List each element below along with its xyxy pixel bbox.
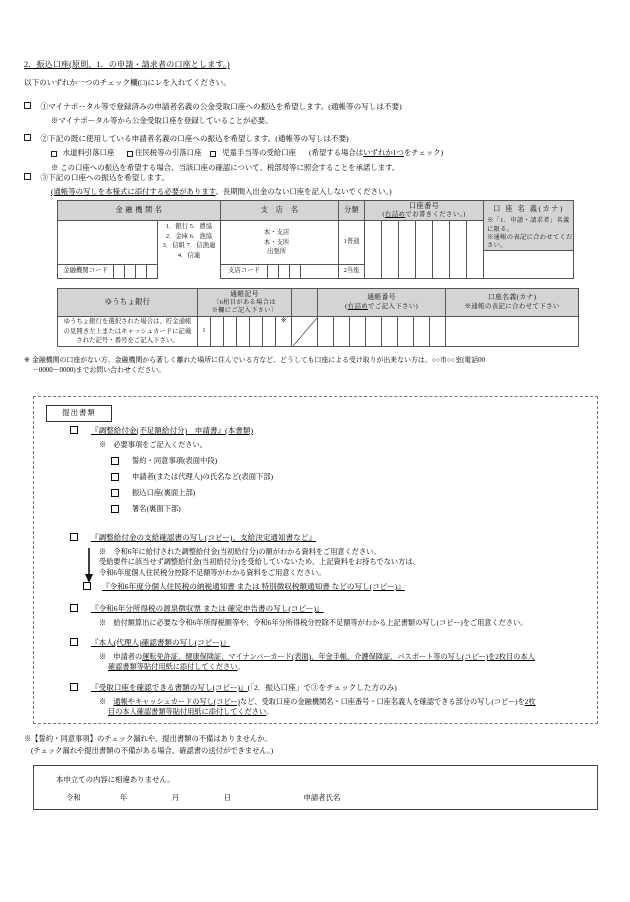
bank-account-table	[57, 200, 574, 279]
declaration-box	[33, 765, 598, 810]
yucho-symbol-cell-1[interactable]	[211, 317, 224, 347]
doc-application-subitem-4	[111, 504, 273, 515]
pledge-consent-checkbox[interactable]	[111, 457, 119, 465]
yucho-header-holder-line2: ※通帳の表記に合わせて下さい	[464, 303, 560, 311]
bank-header-account-number-line1: 口座番号	[408, 202, 440, 210]
bank-header-holder	[484, 201, 574, 251]
bank-header-account-number-line2: (右詰めでお書きください。)	[382, 211, 466, 219]
yucho-header-symbol-line1: 通帳記号	[230, 290, 259, 298]
option-2-note: ※ この口座への振込を希望する場合、当該口座の確認について、税部局等に照会することを承諾します。	[51, 162, 400, 172]
doc-account-verification-block	[70, 682, 536, 718]
pledge-consent-label: 誓約・同意事項(表面中段)	[132, 455, 218, 465]
bank-footnote-line2: －0000－0000)までお問い合わせください。	[32, 367, 166, 375]
yucho-instruction: ゆうちょ銀行を選択された場合は、貯金通帳の見開き左上またはキャッシュカードに記載された記号・番号をご記入下さい。	[58, 317, 198, 347]
option-3-label: ③下記の口座への振込を希望します。	[40, 173, 169, 182]
doc-identity-title: 『本人(代理人)確認書類の写し(コピー)』	[91, 638, 230, 647]
signature-label: 署名(裏面下部)	[132, 504, 181, 514]
bank-footnote-line1: 金融機関の口座がない方、金融機関から著しく離れた場所に住んでいる方など、どうしても口座による受け取りが出来ない方は、○○市○○室(電話00	[32, 357, 486, 364]
account-digit-2[interactable]	[382, 221, 399, 251]
institution-code-cell-2[interactable]	[125, 264, 136, 278]
yucho-symbol-cell-5[interactable]	[263, 317, 276, 347]
doc-application-checkbox[interactable]	[70, 426, 78, 434]
yucho-header-blank	[292, 289, 318, 317]
diagonal-slash-icon	[292, 317, 318, 347]
doc-identity-block	[70, 637, 535, 673]
child-allowance-account-checkbox[interactable]	[210, 151, 216, 157]
option-2-tail-underline: いずれか1つ	[363, 148, 404, 157]
transfer-account-checkbox[interactable]	[111, 489, 119, 497]
bank-spacer-f	[114, 250, 125, 264]
account-digit-7c[interactable]	[467, 264, 484, 278]
bottom-note-line2: (チェック漏れや提出書類の不備がある場合、確認書の送付ができません。)	[31, 746, 274, 755]
doc-payment-confirmation-note-3: 令和6年度個人住民税分控除不足額等がわかる資料をご用意ください。	[99, 568, 326, 577]
bank-holder-name-input[interactable]	[484, 250, 574, 264]
bank-institution-name-input[interactable]	[58, 221, 114, 251]
account-digit-3b[interactable]	[399, 250, 416, 264]
water-bill-account-checkbox[interactable]	[51, 151, 57, 157]
declaration-day[interactable]: 日	[223, 793, 231, 802]
declaration-name-label: 申請者氏名	[303, 793, 341, 802]
section-heading: 2．振込口座(原則、1．の申請・請求者の口座とします。)	[24, 60, 230, 69]
declaration-statement: 本申立ての内容に相違ありません。	[56, 775, 175, 784]
option-2-block	[24, 133, 604, 173]
doc-payment-confirmation-checkbox[interactable]	[70, 533, 78, 541]
bank-header-branch: 支 店 名	[221, 201, 339, 221]
doc-identity-checkbox[interactable]	[70, 638, 78, 646]
doc-identity-note-line2: 確認書類等貼付用紙に添付してください。	[108, 663, 245, 672]
yucho-symbol-cell-4[interactable]	[250, 317, 263, 347]
signature-checkbox[interactable]	[111, 505, 119, 513]
doc-application-title: 『調整給付金(不足額給付分) 申請書』(本書類)	[91, 426, 253, 435]
yucho-header-holder	[446, 289, 579, 317]
doc-payment-nested-checkbox[interactable]	[83, 582, 91, 590]
option-3-note-underline: (通帳等の写しを本様式に添付する必要があります	[51, 187, 216, 196]
doc-payment-confirmation-block	[70, 532, 420, 578]
bank-spacer-h	[136, 250, 147, 264]
yucho-symbol-cell-2[interactable]	[224, 317, 237, 347]
doc-income-tax-block	[70, 603, 527, 628]
doc-application-subitem-1	[111, 456, 273, 467]
doc-account-verification-checkbox[interactable]	[70, 683, 78, 691]
yucho-symbol-prefix: 1	[198, 317, 211, 347]
account-digit-2c[interactable]	[382, 264, 399, 278]
bank-spacer-c	[136, 221, 147, 251]
bank-type-futsu[interactable]: 1普通	[339, 221, 365, 265]
doc-income-tax-note: ※ 給付額算出に必要な令和6年所得税額等や、令和6年分所得税分控除不足額等がわかる上記書類の写し(コピー)をご用意ください。	[99, 619, 528, 627]
bank-header-holder-title: 口 座 名 義(カナ)	[493, 205, 565, 213]
institution-kind-4: 4．信連	[177, 251, 201, 259]
branch-kind-1: 本・支店	[263, 229, 290, 237]
resident-tax-account-checkbox[interactable]	[127, 151, 133, 157]
bank-type-touza[interactable]: 2当座	[339, 264, 365, 278]
option-2-checkbox[interactable]	[24, 134, 31, 141]
option-2-tail-open: (希望する場合は	[308, 148, 364, 157]
institution-kind-1: 1．銀行 5．農協	[165, 223, 213, 231]
doc-income-tax-title: 『令和6年分所得税の源泉徴収票 または 確定申告書の写し(コピー)』	[91, 604, 324, 613]
option-3-block	[24, 172, 604, 198]
account-digit-5c[interactable]	[433, 264, 450, 278]
yucho-header-symbol-line3: ※欄にご記入下さい〕	[211, 307, 278, 315]
down-arrow-icon	[83, 548, 95, 584]
account-digit-6b[interactable]	[450, 250, 467, 264]
yucho-header-number-line1: 通帳番号	[367, 294, 396, 302]
account-digit-3[interactable]	[399, 221, 416, 251]
doc-application-subitem-2	[111, 472, 273, 483]
account-digit-2b[interactable]	[382, 250, 399, 264]
branch-code-cell-3[interactable]	[290, 264, 301, 278]
option-3-note	[51, 187, 604, 198]
institution-code-cell-4[interactable]	[147, 264, 158, 278]
institution-kind-3: 3．信組 7．信漁連	[162, 242, 216, 250]
doc-identity-note-line1: ※ 申請者の運転免許証、健康保険証、マイナンバーカード(表面)、年金手帳、介護保険証、パスポート等の写し(コピー)を2枚目の本人	[99, 653, 535, 661]
yucho-header-number-line2: (右詰めでご記入下さい)	[345, 303, 419, 311]
yucho-number-cell-2[interactable]	[334, 317, 350, 347]
bank-spacer-i	[147, 250, 158, 264]
option-3-note-plain: 。長期間入出金のない口座を記入しないでください。)	[215, 187, 392, 196]
resident-tax-account-label: 住民税等の引落口座	[134, 148, 202, 157]
child-allowance-account-label: 児童手当等の受給口座	[222, 148, 296, 157]
doc-application-note: ※ 必要事項をご記入ください。	[99, 441, 207, 449]
option-1-block	[24, 101, 604, 127]
yucho-number-cell-7[interactable]	[414, 317, 430, 347]
doc-payment-nested-block	[83, 581, 405, 592]
yucho-header-number	[318, 289, 446, 317]
account-digit-7b[interactable]	[467, 250, 484, 264]
option-1-checkbox[interactable]	[24, 102, 31, 109]
bank-institution-kinds	[158, 221, 221, 279]
account-digit-1[interactable]	[365, 221, 382, 251]
declaration-year[interactable]: 年	[119, 793, 128, 802]
account-digit-5b[interactable]	[433, 250, 450, 264]
option-1-note: ※マイナポータル等から公金受取口座を登録していることが必要。	[51, 116, 273, 125]
doc-payment-confirmation-note-2: 受給要件に該当せず調整給付金(当初給付分)を受給していないため、上記資料をお持ちでない方は、	[99, 558, 420, 567]
branch-kind-3: 出張所	[266, 248, 287, 256]
institution-code-cell-3[interactable]	[136, 264, 147, 278]
doc-payment-nested-title: 『令和6年度分個人住民税の納税通知書 または 特別徴収税額通知書 などの写し(コピー)』	[102, 582, 405, 591]
bank-holder-name-input-b[interactable]	[484, 264, 574, 278]
institution-code-cell-1[interactable]	[114, 264, 125, 278]
bank-header-institution: 金 融 機 関 名	[58, 201, 221, 221]
water-bill-account-label: 水道料引落口座	[62, 148, 115, 157]
account-digit-5[interactable]	[433, 221, 450, 251]
bank-footnote	[24, 356, 610, 377]
doc-account-verification-note-line1: ※ 通帳やキャッシュカードの写し(コピー)など、受取口座の金融機関名・口座番号・口座名義人を確認できる部分の写し(コピー)を2枚	[99, 698, 536, 706]
bank-branch-kinds	[221, 221, 339, 265]
option-2-tail-close: をチェック)	[403, 148, 444, 157]
option-3-checkbox[interactable]	[24, 173, 31, 180]
yucho-header-holder-line1: 口座名義(カナ)	[487, 294, 537, 302]
account-digit-7[interactable]	[467, 221, 484, 251]
account-digit-4b[interactable]	[416, 250, 433, 264]
account-digit-6c[interactable]	[450, 264, 467, 278]
doc-account-verification-title: 『受取口座を確認できる書類の写し(コピー)』(「2．振込口座」で③をチェックした方のみ)	[91, 683, 397, 692]
account-digit-3c[interactable]	[399, 264, 416, 278]
account-digit-1b[interactable]	[365, 250, 382, 264]
bank-spacer-d	[147, 221, 158, 251]
yucho-header-name: ゆうちょ銀行	[58, 289, 198, 317]
yucho-number-cell-5[interactable]	[382, 317, 398, 347]
yucho-holder-name-input[interactable]	[446, 317, 579, 347]
yucho-symbol-mark: ※	[276, 317, 292, 347]
account-digit-1c[interactable]	[365, 264, 382, 278]
option-1-label: ①マイナポータル等で登録済みの申請者名義の公金受取口座への振込を希望します。(通帳等の写しは不要)	[40, 102, 402, 111]
doc-payment-confirmation-title: 『調整給付金の支給確認書の写し(コピー)、支給決定通知書など』	[91, 533, 316, 542]
branch-code-label: 支店コード	[221, 264, 268, 278]
declaration-era: 令和	[66, 793, 81, 802]
bank-spacer-g	[125, 250, 136, 264]
bottom-note-line1: ※【誓約・同意事項】のチェック漏れや、提出書類の不備はありませんか。	[24, 734, 272, 743]
applicant-name-checkbox[interactable]	[111, 473, 119, 481]
branch-code-cell-1[interactable]	[268, 264, 279, 278]
yucho-header-symbol-line2: 〔6桁目がある場合は	[213, 299, 276, 307]
institution-kind-2: 2．金庫 6．漁協	[165, 232, 213, 240]
bank-header-holder-note-1: ※「1．申請・請求者」名義に限る。	[487, 217, 570, 233]
bank-footnote-mark: ※	[24, 357, 30, 364]
option-2-label: ②下記の既に使用している申請者名義の口座への振込を希望します。(通帳等の写しは不要)	[40, 134, 349, 143]
doc-application-block	[70, 425, 273, 515]
bank-header-account-number	[365, 201, 484, 221]
bank-spacer-b	[125, 221, 136, 251]
bank-spacer-j	[301, 264, 339, 278]
yucho-account-table	[57, 288, 579, 347]
bank-spacer-a	[114, 221, 125, 251]
submission-tag: 提出書類	[46, 405, 112, 422]
yucho-number-cell-3[interactable]	[350, 317, 366, 347]
account-digit-6[interactable]	[450, 221, 467, 251]
yucho-symbol-cell-3[interactable]	[237, 317, 250, 347]
account-digit-4[interactable]	[416, 221, 433, 251]
yucho-number-cell-1[interactable]	[318, 317, 334, 347]
section-lead-text: 以下のいずれか一つのチェック欄(□)にレを入れてください。	[24, 78, 231, 87]
option-2-inline-choices	[51, 148, 604, 159]
transfer-account-label: 振込口座(裏面上部)	[132, 488, 196, 498]
doc-application-subitem-3	[111, 488, 273, 499]
declaration-date-row	[66, 793, 340, 804]
yucho-number-cell-6[interactable]	[398, 317, 414, 347]
yucho-header-symbol	[198, 289, 292, 317]
doc-account-verification-note-line2: 目の本人確認書類等貼付用紙に添付してください。	[108, 708, 274, 717]
declaration-month[interactable]: 月	[171, 793, 180, 802]
applicant-name-label: 申請者(または代理人)の氏名など(表面下部)	[132, 472, 274, 482]
account-digit-4c[interactable]	[416, 264, 433, 278]
institution-code-label: 金融機関コード	[58, 264, 114, 278]
doc-income-tax-checkbox[interactable]	[70, 604, 78, 612]
bank-header-type: 分類	[339, 201, 365, 221]
branch-kind-2: 本・支所	[263, 238, 290, 246]
bank-header-holder-note-2: ※通帳の表記に合わせてください。	[487, 233, 573, 249]
yucho-number-cell-4[interactable]	[366, 317, 382, 347]
yucho-diagonal-cell	[292, 317, 318, 347]
doc-payment-confirmation-note-1: ※ 令和6年に給付された調整給付金(当初給付分)の額がわかる資料をご用意ください。	[99, 548, 381, 556]
yucho-number-cell-8[interactable]	[430, 317, 446, 347]
bank-spacer-e	[58, 250, 114, 264]
branch-code-cell-2[interactable]	[279, 264, 290, 278]
